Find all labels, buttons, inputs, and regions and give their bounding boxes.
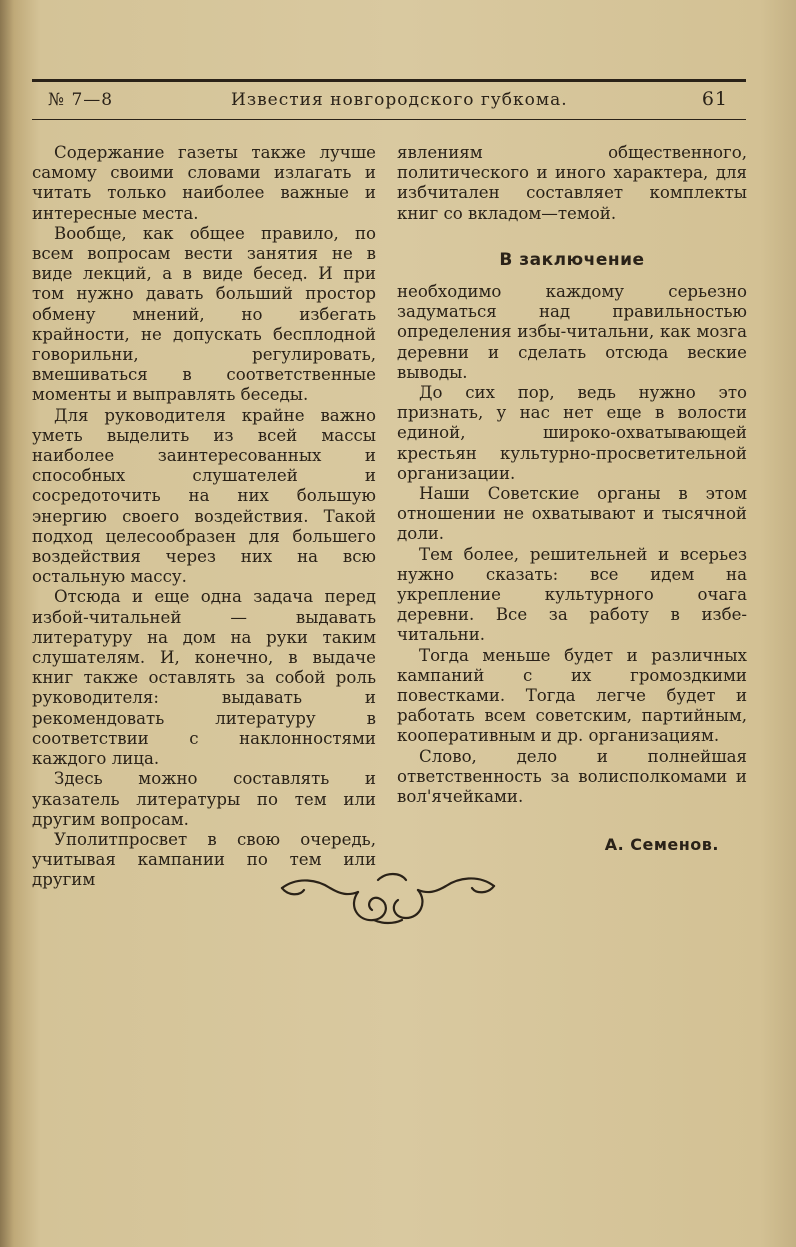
paragraph: До сих пор, ведь нужно это признать, у нас нет еще в волости единой, широко-охватывающей крестьян культурно-просветительной организации. [397, 383, 747, 483]
paragraph: Отсюда и еще одна задача перед избой-читальней — выдавать литературу на дом на руки таким слушателям. И, конечно, в выдаче книг также оставлять за собой роль руководителя: выдавать и рекомендовать литературу в соответствии с наклонностями каждого лица. [32, 587, 376, 769]
left-column [32, 143, 376, 891]
paragraph: Тем более, решительней и всерьез нужно сказать: все идем на укрепление культурного очага деревни. Все за работу в избе-читальни. [397, 544, 747, 645]
issue-number: № 7—8 [48, 90, 114, 110]
section-heading: В заключение [499, 249, 645, 270]
paragraph: Уполитпросвет в свою очередь, учитывая кампании по тем или другим [32, 829, 376, 890]
paragraph-continuation: явлениям общественного, политического и иного характера, для избчитален составляет комплекты книг со вкладом—темой. [397, 143, 747, 223]
paragraph: Наши Советские органы в этом отношении не охватывают и тысячной доли. [397, 484, 747, 544]
right-column [397, 143, 747, 856]
paragraph: Здесь можно составлять и указатель литературы по тем или другим вопросам. [32, 769, 376, 829]
header-rule-bottom [32, 119, 746, 120]
publication-title: Известия новгородского губкома. [231, 90, 568, 110]
paragraph: Для руководителя крайне важно уметь выделить из всей массы наиболее заинтересованных и способных слушателей и сосредоточить на них большую энергию своего воздействия. Такой подход целесообразен для большего воздействия через них на всю остальную массу. [32, 405, 376, 587]
author-signature: А. Семенов. [604, 835, 719, 855]
page-number: 61 [701, 88, 728, 110]
paragraph: Содержание газеты также лучше самому своими словами излагать и читать только наиболее важные и интересные места. [32, 143, 376, 223]
running-header [48, 86, 728, 112]
paragraph: Слово, дело и полнейшая ответственность за волисполкомами и вол'ячейками. [397, 746, 747, 807]
paragraph: необходимо каждому серьезно задуматься над правильностью определения избы-читальни, как мозга деревни и сделать отсюда веские выводы. [397, 282, 747, 382]
paragraph: Вообще, как общее правило, по всем вопросам вести занятия не в виде лекций, а в виде бесед. И при том нужно давать больший простор обмену мнений, но избегать крайности, не допускать бесплодной говорильни, регулировать, вмешиваться в соответственные моменты и выправлять беседы. [32, 223, 376, 405]
header-rule-top [32, 79, 746, 82]
paragraph: Тогда меньше будет и различных кампаний с их громоздкими повестками. Тогда легче будет и работать всем советским, партийным, кооперативным и др. организациям. [397, 645, 747, 746]
ornament-divider-icon [278, 866, 498, 926]
